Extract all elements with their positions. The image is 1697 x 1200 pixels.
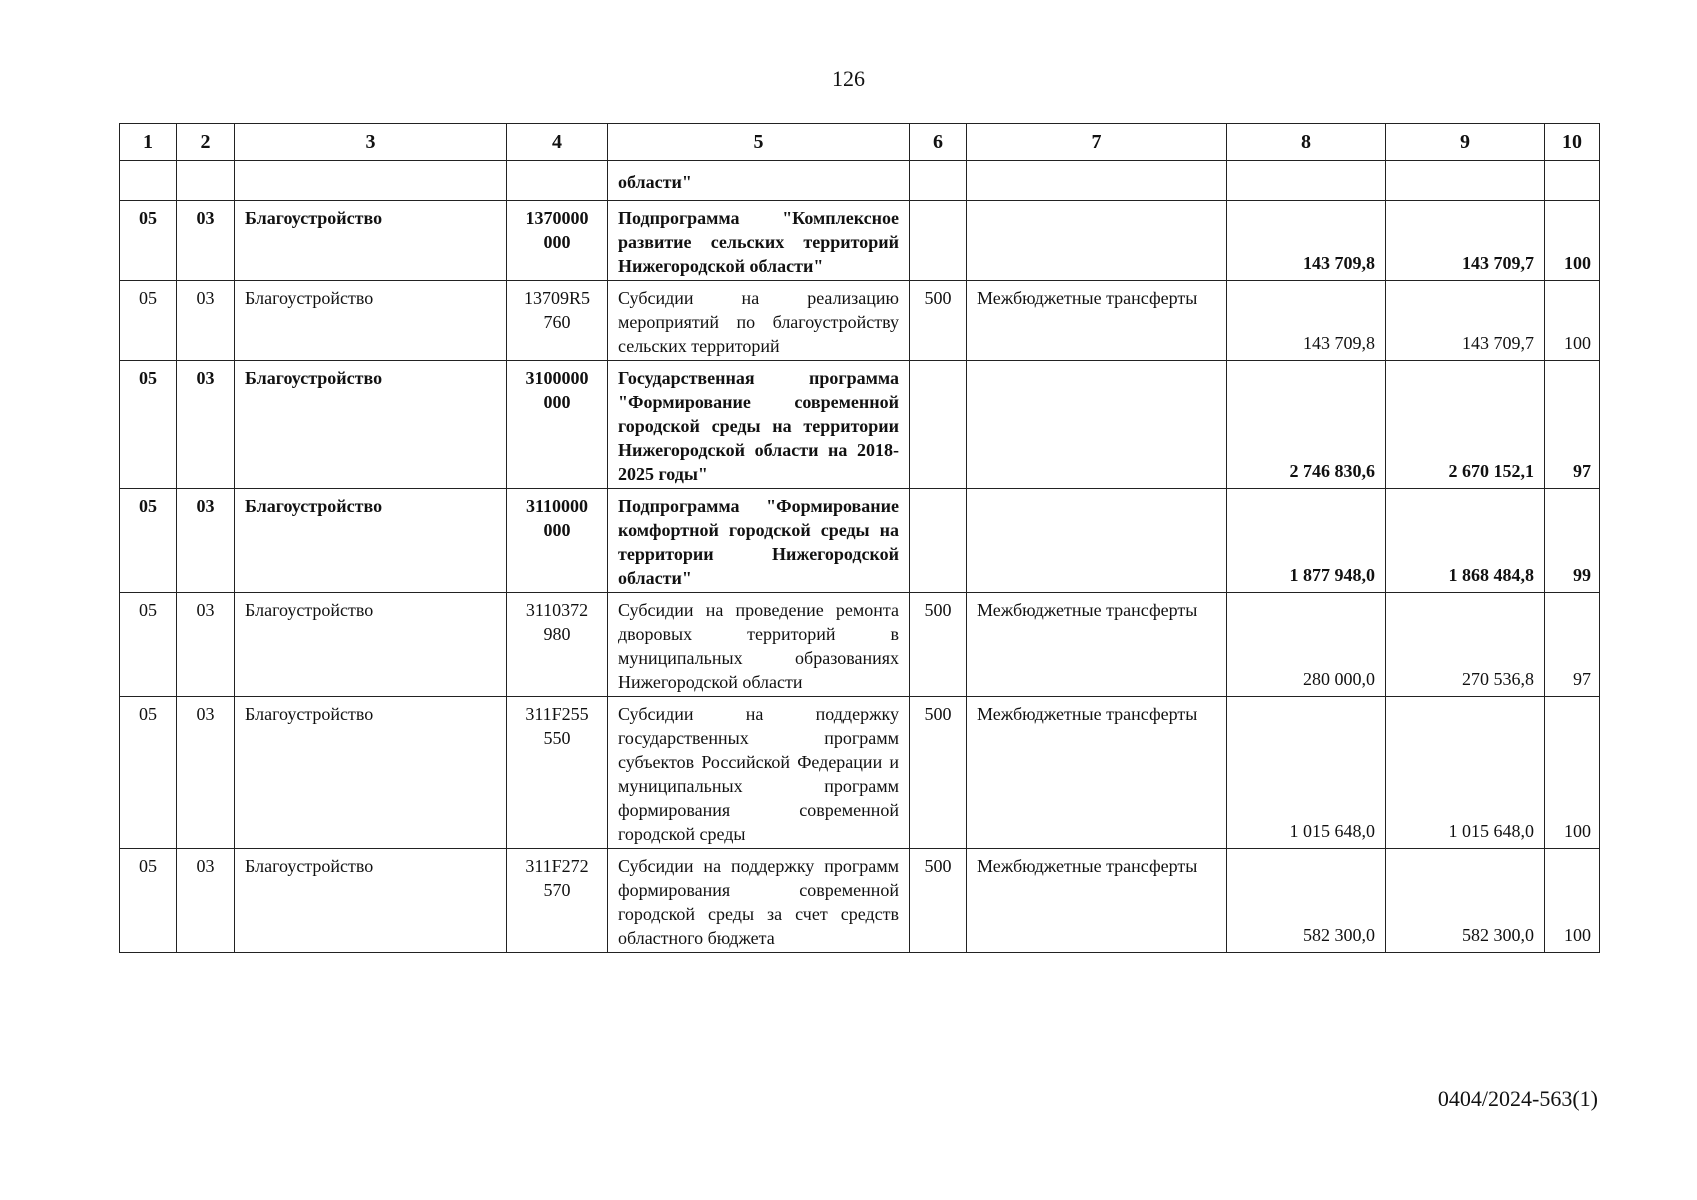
document-code: 0404/2024-563(1) bbox=[1437, 1086, 1598, 1111]
cell-planned: 582 300,0 bbox=[1227, 849, 1386, 953]
cell-section-name: Благоустройство bbox=[235, 281, 507, 361]
cell-section: 05 bbox=[120, 489, 177, 593]
cell-expense-name: Межбюджетные трансферты bbox=[967, 849, 1227, 953]
col-header-4: 4 bbox=[507, 124, 608, 161]
cell-target-code: 13709R5 760 bbox=[507, 281, 608, 361]
cell-description: Субсидии на проведение ремонта дворовых территорий в муниципальных образованиях Нижегородской области bbox=[608, 593, 910, 697]
cell-percent: 100 bbox=[1545, 201, 1600, 281]
table-row bbox=[120, 593, 1600, 697]
cell-actual: 1 015 648,0 bbox=[1386, 697, 1545, 849]
col-header-9: 9 bbox=[1386, 124, 1545, 161]
cell-subsection: 03 bbox=[177, 489, 235, 593]
table-row bbox=[120, 849, 1600, 953]
cell-description: Субсидии на поддержку программ формирования современной городской среды за счет средств областного бюджета bbox=[608, 849, 910, 953]
cell-description: Подпрограмма "Комплексное развитие сельских территорий Нижегородской области" bbox=[608, 201, 910, 281]
cell-actual: 1 868 484,8 bbox=[1386, 489, 1545, 593]
cell-target-code: 3100000 000 bbox=[507, 361, 608, 489]
cell-description: Подпрограмма "Формирование комфортной городской среды на территории Нижегородской области" bbox=[608, 489, 910, 593]
cell-expense-name: Межбюджетные трансферты bbox=[967, 593, 1227, 697]
table-row bbox=[120, 697, 1600, 849]
cell-expense-type bbox=[910, 201, 967, 281]
cell-percent: 99 bbox=[1545, 489, 1600, 593]
cell-planned: 1 015 648,0 bbox=[1227, 697, 1386, 849]
cell-target-code: 1370000 000 bbox=[507, 201, 608, 281]
cell-target-code: 311F272 570 bbox=[507, 849, 608, 953]
table-row bbox=[120, 201, 1600, 281]
cell-expense-type bbox=[910, 361, 967, 489]
cell-expense-name bbox=[967, 201, 1227, 281]
col-header-3: 3 bbox=[235, 124, 507, 161]
table-row bbox=[120, 489, 1600, 593]
cell-actual: 270 536,8 bbox=[1386, 593, 1545, 697]
cell-percent: 97 bbox=[1545, 361, 1600, 489]
col-header-6: 6 bbox=[910, 124, 967, 161]
cell-percent: 100 bbox=[1545, 697, 1600, 849]
cell-actual: 143 709,7 bbox=[1386, 201, 1545, 281]
cell-section: 05 bbox=[120, 201, 177, 281]
cell-target-code: 3110000 000 bbox=[507, 489, 608, 593]
cell-percent: 100 bbox=[1545, 849, 1600, 953]
cell-section: 05 bbox=[120, 361, 177, 489]
cell-expense-type: 500 bbox=[910, 697, 967, 849]
col-header-2: 2 bbox=[177, 124, 235, 161]
cell-subsection: 03 bbox=[177, 281, 235, 361]
cell-expense-name: Межбюджетные трансферты bbox=[967, 697, 1227, 849]
cell-planned: 1 877 948,0 bbox=[1227, 489, 1386, 593]
col-header-7: 7 bbox=[967, 124, 1227, 161]
cell-subsection: 03 bbox=[177, 697, 235, 849]
cell-expense-name bbox=[967, 361, 1227, 489]
col-header-1: 1 bbox=[120, 124, 177, 161]
budget-table bbox=[119, 123, 1600, 953]
cell-section-name: Благоустройство bbox=[235, 489, 507, 593]
cell-section-name: Благоустройство bbox=[235, 201, 507, 281]
col-header-10: 10 bbox=[1545, 124, 1600, 161]
cell-target-code: 3110372 980 bbox=[507, 593, 608, 697]
cell-actual: 143 709,7 bbox=[1386, 281, 1545, 361]
cell-planned: 143 709,8 bbox=[1227, 201, 1386, 281]
cell-subsection: 03 bbox=[177, 593, 235, 697]
cell-description: Субсидии на поддержку государственных программ субъектов Российской Федерации и муниципальных программ формирования современной городской среды bbox=[608, 697, 910, 849]
cell-section-name: Благоустройство bbox=[235, 361, 507, 489]
continuation-text: области" bbox=[608, 161, 910, 201]
cell-subsection: 03 bbox=[177, 361, 235, 489]
cell-subsection: 03 bbox=[177, 849, 235, 953]
cell-description: Субсидии на реализацию мероприятий по благоустройству сельских территорий bbox=[608, 281, 910, 361]
continuation-row bbox=[120, 161, 1600, 201]
cell-expense-name bbox=[967, 489, 1227, 593]
table-row bbox=[120, 361, 1600, 489]
cell-expense-name: Межбюджетные трансферты bbox=[967, 281, 1227, 361]
cell-planned: 143 709,8 bbox=[1227, 281, 1386, 361]
cell-section-name: Благоустройство bbox=[235, 697, 507, 849]
cell-section: 05 bbox=[120, 849, 177, 953]
cell-expense-type: 500 bbox=[910, 281, 967, 361]
cell-section: 05 bbox=[120, 593, 177, 697]
cell-subsection: 03 bbox=[177, 201, 235, 281]
cell-section-name: Благоустройство bbox=[235, 849, 507, 953]
cell-expense-type: 500 bbox=[910, 849, 967, 953]
cell-actual: 582 300,0 bbox=[1386, 849, 1545, 953]
cell-section: 05 bbox=[120, 281, 177, 361]
cell-section: 05 bbox=[120, 697, 177, 849]
cell-description: Государственная программа "Формирование современной городской среды на территории Нижегородской области на 2018-2025 годы" bbox=[608, 361, 910, 489]
col-header-8: 8 bbox=[1227, 124, 1386, 161]
column-number-header bbox=[120, 124, 1600, 161]
cell-section-name: Благоустройство bbox=[235, 593, 507, 697]
col-header-5: 5 bbox=[608, 124, 910, 161]
cell-actual: 2 670 152,1 bbox=[1386, 361, 1545, 489]
cell-expense-type: 500 bbox=[910, 593, 967, 697]
page-number: 126 bbox=[832, 66, 865, 91]
table-row bbox=[120, 281, 1600, 361]
cell-planned: 280 000,0 bbox=[1227, 593, 1386, 697]
cell-percent: 97 bbox=[1545, 593, 1600, 697]
cell-planned: 2 746 830,6 bbox=[1227, 361, 1386, 489]
cell-target-code: 311F255 550 bbox=[507, 697, 608, 849]
cell-expense-type bbox=[910, 489, 967, 593]
cell-percent: 100 bbox=[1545, 281, 1600, 361]
